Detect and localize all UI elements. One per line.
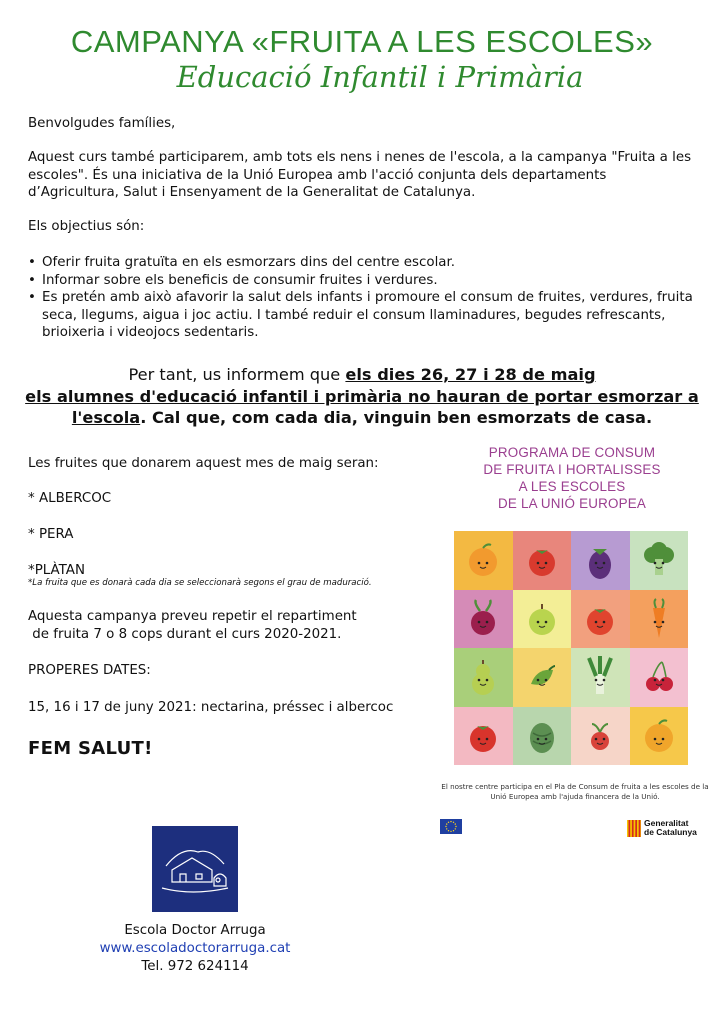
produce-tile — [513, 648, 572, 707]
produce-tile — [630, 590, 689, 649]
broccoli-icon — [636, 537, 682, 583]
objectives-heading: Els objectius són: — [28, 219, 145, 234]
produce-tile — [513, 590, 572, 649]
objective-item: • Es pretén amb això afavorir la salut dels infants i promoure el consum de fruites, verdures, fruita seca, llegums, aigua i joc actiu. I també reduir el consum llaminadures, begudes refrescants, brioixeria i videojocs sedentaris. — [28, 289, 700, 342]
poster-title-line: A LES ESCOLES — [518, 479, 626, 494]
closing-slogan: FEM SALUT! — [28, 738, 153, 759]
pepper-icon — [519, 654, 565, 700]
produce-tile — [513, 531, 572, 590]
poster-title-line: PROGRAMA DE CONSUM — [488, 445, 656, 460]
produce-tile — [571, 648, 630, 707]
intro-paragraph: Aquest curs també participarem, amb tots els nens i nenes de l'escola, a la campanya "Fruita a les escoles". És una iniciativa de la Unió Europea amb l'acció conjunta dels departaments d’Agricultura, Salut i Ensenyament de la Generalitat de Catalunya. — [28, 150, 692, 200]
generalitat-name: Generalitat — [644, 818, 689, 828]
notice-tail: . Cal que, com cada dia, vinguin ben esmorzats de casa. — [140, 408, 653, 427]
cherries-icon — [636, 654, 682, 700]
tomato-icon — [577, 596, 623, 642]
eu-disclaimer: El nostre centre participa en el Pla de Consum de fruita a les escoles de la Unió Europea amb l'ajuda financera de la Unió. — [441, 782, 709, 801]
objective-item: • Informar sobre els beneficis de consumir fruites i verdures. — [28, 272, 700, 290]
greeting: Benvolgudes famílies, — [28, 116, 176, 131]
radish-icon — [577, 713, 623, 759]
notice-paragraph — [24, 364, 700, 429]
senyera-icon — [627, 820, 641, 837]
next-dates: 15, 16 i 17 de juny 2021: nectarina, préssec i albercoc — [28, 700, 394, 715]
produce-tile — [630, 707, 689, 766]
artichoke-icon — [519, 713, 565, 759]
repeat-line: Aquesta campanya preveu repetir el repartiment — [28, 609, 357, 624]
fruit-item: * ALBERCOC — [28, 491, 112, 506]
orange-icon — [636, 713, 682, 759]
school-phone: Tel. 972 624114 — [141, 959, 249, 974]
produce-tile — [454, 531, 513, 590]
tomato-icon — [519, 537, 565, 583]
carrot-icon — [636, 596, 682, 642]
fruit-item: * PERA — [28, 527, 74, 542]
campaign-subtitle: Educació Infantil i Primària — [176, 60, 584, 94]
poster-title-line: DE FRUITA I HORTALISSES — [483, 462, 661, 477]
school-logo — [152, 826, 238, 912]
generalitat-name: de Catalunya — [644, 827, 697, 837]
eu-flag-icon — [440, 819, 462, 834]
school-website-link[interactable]: www.escoladoctorarruga.cat — [99, 941, 291, 956]
fruit-note: *La fruita que es donarà cada dia se seleccionarà segons el grau de maduració. — [28, 578, 372, 588]
produce-tile — [454, 648, 513, 707]
notice-lead: Per tant, us informem que — [128, 365, 346, 384]
pear-icon — [460, 654, 506, 700]
produce-tile — [454, 590, 513, 649]
next-dates-heading: PROPERES DATES: — [28, 663, 151, 678]
repeat-line: de fruita 7 o 8 cops durant el curs 2020-2021. — [28, 626, 342, 642]
produce-tile — [571, 590, 630, 649]
produce-tile — [513, 707, 572, 766]
produce-tile — [454, 707, 513, 766]
produce-tile — [571, 531, 630, 590]
produce-tile — [630, 531, 689, 590]
produce-tile — [571, 707, 630, 766]
repeat-paragraph — [28, 608, 408, 643]
apple-icon — [519, 596, 565, 642]
notice-instruction: els alumnes d'educació infantil i primària no hauran de portar esmorzar a l'escola — [25, 386, 699, 427]
orange-icon — [460, 537, 506, 583]
school-name: Escola Doctor Arruga — [124, 923, 266, 938]
leek-icon — [577, 654, 623, 700]
campaign-title: CAMPANYA «FRUITA A LES ESCOLES» — [70, 24, 654, 59]
produce-tile — [630, 648, 689, 707]
produce-grid — [454, 531, 688, 765]
beetroot-icon — [460, 596, 506, 642]
notice-dates: els dies 26, 27 i 28 de maig — [345, 365, 596, 384]
poster-title — [472, 444, 672, 512]
objectives-list — [28, 254, 700, 342]
tomato-icon — [460, 713, 506, 759]
fruits-heading: Les fruites que donarem aquest mes de maig seran: — [28, 456, 379, 471]
objective-item: • Oferir fruita gratuïta en els esmorzars dins del centre escolar. — [28, 254, 700, 272]
generalitat-logo — [627, 819, 697, 837]
fruit-item: *PLÀTAN — [28, 563, 85, 578]
poster-title-line: DE LA UNIÓ EUROPEA — [498, 496, 646, 511]
eggplant-icon — [577, 537, 623, 583]
